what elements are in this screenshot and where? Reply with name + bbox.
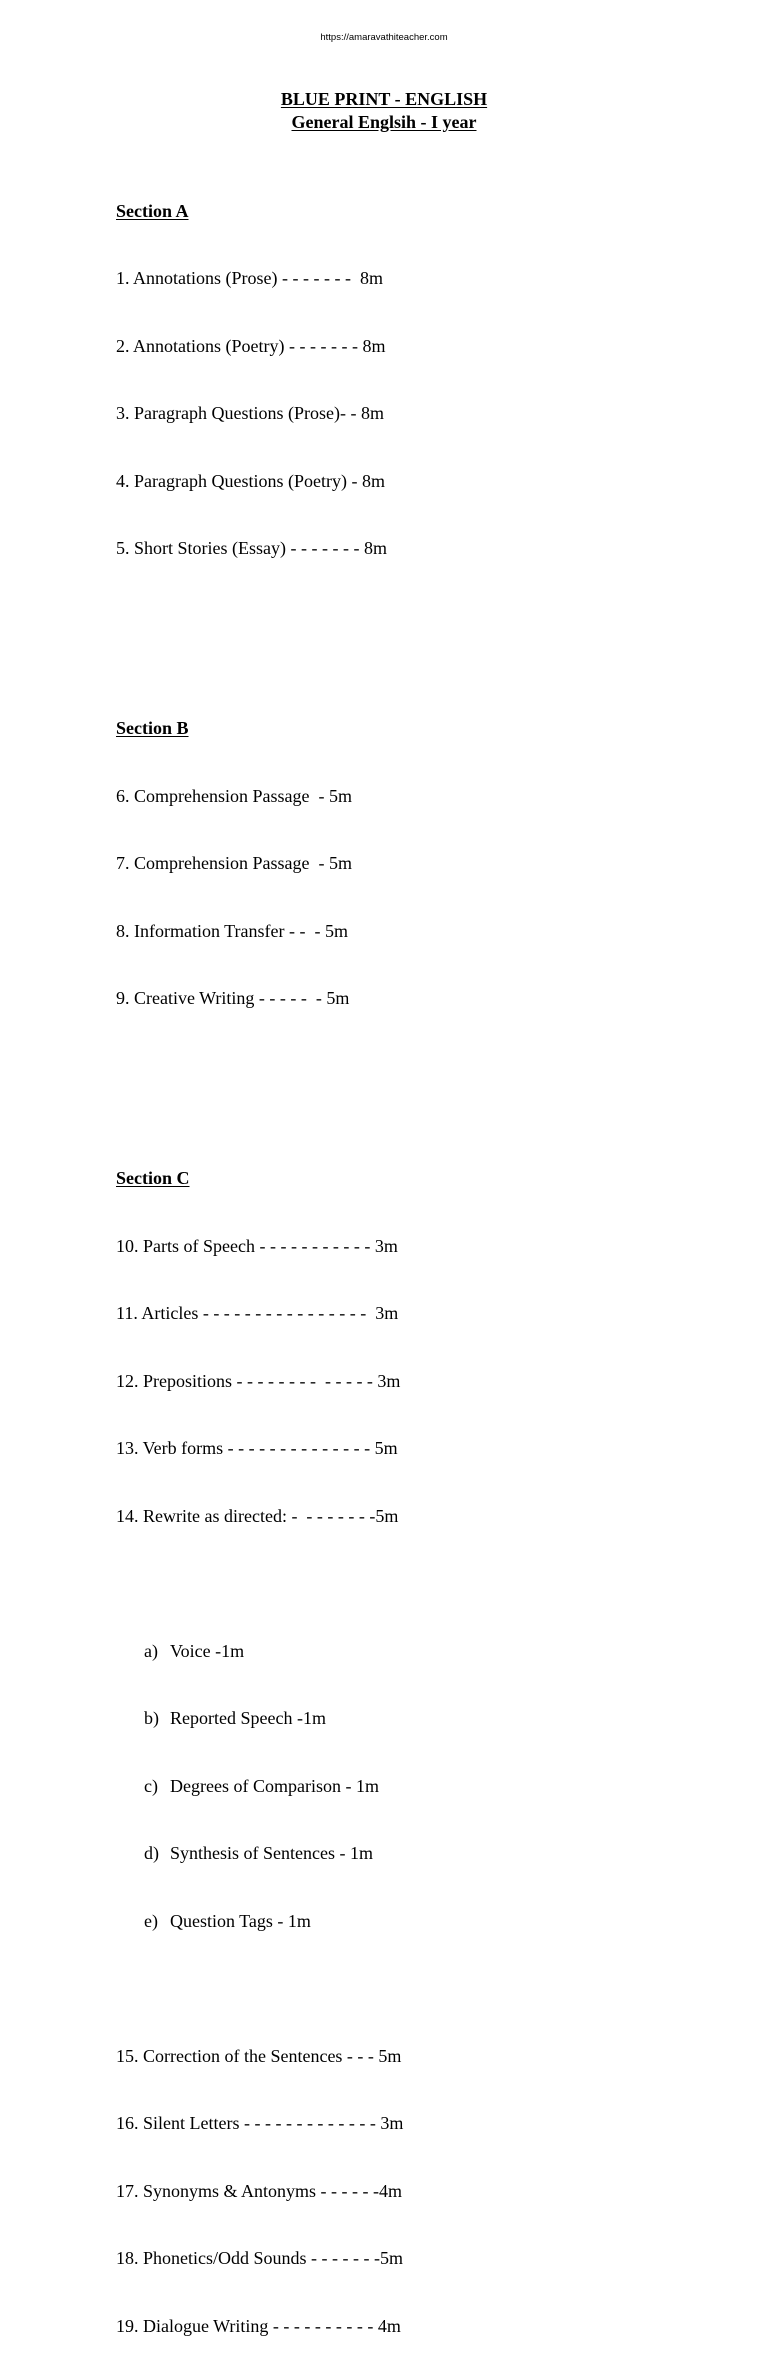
list-item: 14. Rewrite as directed: - - - - - - - -5m xyxy=(116,1505,399,1526)
list-item: 17. Synonyms & Antonyms - - - - - -4m xyxy=(116,2180,402,2201)
list-item: 18. Phonetics/Odd Sounds - - - - - - -5m xyxy=(116,2248,403,2268)
section-b-heading: Section B xyxy=(116,718,189,738)
list-item: 11. Articles - - - - - - - - - - - - - - - - 3m xyxy=(116,1303,399,1323)
sub-list-item xyxy=(144,1640,716,1663)
list-item: 9. Creative Writing - - - - - - 5m xyxy=(116,988,350,1008)
title-line-1: BLUE PRINT - ENGLISH xyxy=(280,89,488,109)
sub-item-text: Question Tags - 1m xyxy=(170,1910,311,1931)
list-item: 13. Verb forms - - - - - - - - - - - - - - 5m xyxy=(116,1438,398,1458)
sub-list-item xyxy=(144,1842,716,1865)
list-item: 7. Comprehension Passage - 5m xyxy=(116,853,352,873)
list-item: 15. Correction of the Sentences - - - 5m xyxy=(116,2045,402,2066)
list-item: 5. Short Stories (Essay) - - - - - - - 8m xyxy=(116,538,387,558)
sub-item-letter: b) xyxy=(144,1708,159,1728)
list-item: 1. Annotations (Prose) - - - - - - - 8m xyxy=(116,268,383,288)
blueprint-content xyxy=(116,132,716,2360)
sub-list-item xyxy=(144,1775,716,1798)
list-item: 4. Paragraph Questions (Poetry) - 8m xyxy=(116,470,385,491)
section-spacer xyxy=(116,605,716,628)
sub-item-letter: c) xyxy=(144,1775,158,1796)
list-item: 16. Silent Letters - - - - - - - - - - - - - 3m xyxy=(116,2113,404,2133)
sub-item-text: Degrees of Comparison - 1m xyxy=(170,1775,379,1796)
list-item: 3. Paragraph Questions (Prose)- - 8m xyxy=(116,403,384,423)
sub-list-item xyxy=(144,1707,716,1730)
section-a-heading: Section A xyxy=(116,200,189,221)
source-url: https://amaravathiteacher.com xyxy=(320,32,448,43)
title-line-2: General Englsih - I year xyxy=(291,111,477,132)
sub-item-text: Synthesis of Sentences - 1m xyxy=(170,1843,373,1863)
sub-item-letter: d) xyxy=(144,1843,159,1863)
list-item: 12. Prepositions - - - - - - - - - - - - - 3m xyxy=(116,1370,401,1391)
list-item: 19. Dialogue Writing - - - - - - - - - - 4m xyxy=(116,2315,401,2336)
sub-list-item xyxy=(144,1910,716,1933)
section-spacer xyxy=(116,1055,716,1078)
list-item: 10. Parts of Speech - - - - - - - - - - - 3m xyxy=(116,1235,398,1256)
sub-item-text: Voice -1m xyxy=(170,1640,245,1661)
sub-item-letter: e) xyxy=(144,1910,158,1931)
sub-item-letter: a) xyxy=(144,1640,158,1661)
sub-item-text: Reported Speech -1m xyxy=(170,1708,326,1728)
document-title xyxy=(0,88,768,133)
section-c-heading: Section C xyxy=(116,1168,190,1188)
list-item: 2. Annotations (Poetry) - - - - - - - 8m xyxy=(116,335,386,356)
list-item: 8. Information Transfer - - - 5m xyxy=(116,920,348,941)
rewrite-sub-list xyxy=(116,1595,716,1978)
list-item: 6. Comprehension Passage - 5m xyxy=(116,785,352,806)
